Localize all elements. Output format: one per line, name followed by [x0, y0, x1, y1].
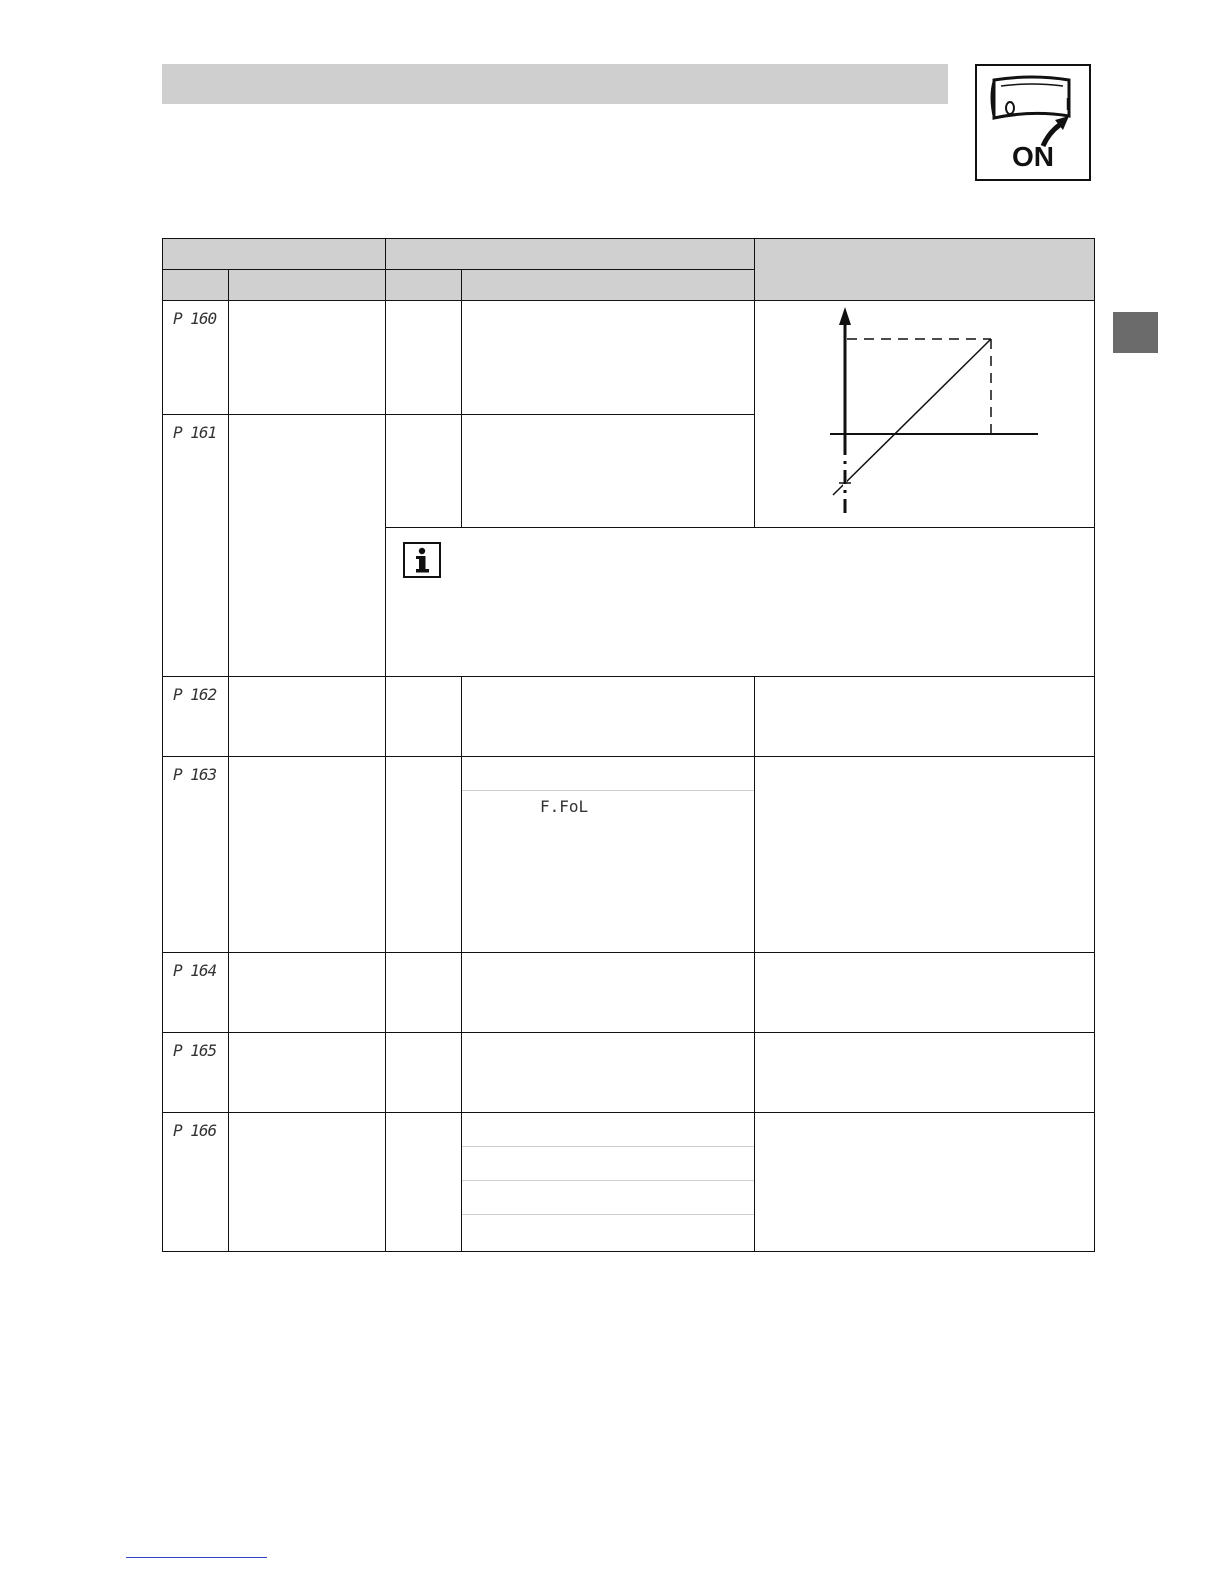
param-value-cell [386, 757, 462, 953]
option-row [462, 1147, 754, 1181]
param-description-cell [462, 1033, 755, 1113]
param-code-cell [163, 1033, 229, 1113]
param-value-cell [386, 415, 462, 528]
power-switch-label: ON [1012, 141, 1054, 172]
param-code-cell [163, 757, 229, 953]
option-row [462, 1215, 754, 1249]
param-description-cell [462, 301, 755, 415]
option-value-ffol: F.FoL [540, 797, 589, 816]
table-row [163, 1033, 1095, 1113]
option-row [462, 757, 754, 791]
param-name-cell [229, 1033, 386, 1113]
param-code-cell [163, 415, 229, 677]
param-description-cell [462, 677, 755, 757]
table-row [163, 301, 1095, 415]
param-notes-cell [755, 677, 1095, 757]
param-code: P 162 [173, 685, 217, 704]
param-code: P 161 [173, 423, 217, 442]
table-row [163, 757, 1095, 953]
param-options-cell [462, 757, 755, 953]
param-name-cell [229, 677, 386, 757]
table-row [163, 953, 1095, 1033]
param-notes-cell [755, 953, 1095, 1033]
table-row [163, 1113, 1095, 1252]
graph-characteristic-line [833, 339, 991, 495]
scaling-graph [755, 301, 1095, 527]
param-code-cell [163, 953, 229, 1033]
param-options-cell [462, 1113, 755, 1252]
graph-y-axis-arrow [839, 307, 851, 325]
param-name-cell [229, 757, 386, 953]
param-value-cell [386, 1033, 462, 1113]
chapter-tab [1113, 312, 1158, 353]
scaling-graph-cell [755, 301, 1095, 528]
header-description [462, 270, 755, 301]
header-setting [386, 239, 755, 270]
param-notes-cell [755, 1113, 1095, 1252]
param-value-cell [386, 677, 462, 757]
header-notes [755, 239, 1095, 301]
param-code: P 160 [173, 309, 217, 328]
param-notes-cell [755, 1033, 1095, 1113]
header-parameter [163, 239, 386, 270]
option-row [462, 791, 754, 825]
param-name-cell [229, 953, 386, 1033]
param-code-cell [163, 301, 229, 415]
param-value-cell [386, 953, 462, 1033]
info-note-cell [386, 528, 1095, 677]
power-switch-icon [975, 64, 1091, 181]
param-code-cell [163, 1113, 229, 1252]
option-row [462, 1113, 754, 1147]
param-description-cell [462, 953, 755, 1033]
header-name [229, 270, 386, 301]
param-code: P 163 [173, 765, 217, 784]
footer-link-underline[interactable] [126, 1557, 267, 1558]
header-value [386, 270, 462, 301]
param-code: P 166 [173, 1121, 217, 1140]
param-notes-cell [755, 757, 1095, 953]
parameter-table [162, 238, 1095, 1252]
param-name-cell [229, 301, 386, 415]
section-header-bar [162, 64, 948, 104]
param-name-cell [229, 415, 386, 677]
param-value-cell [386, 301, 462, 415]
table-row [163, 677, 1095, 757]
info-icon [403, 542, 441, 578]
param-code: P 165 [173, 1041, 217, 1060]
param-code-cell [163, 677, 229, 757]
param-name-cell [229, 1113, 386, 1252]
param-code: P 164 [173, 961, 217, 980]
param-description-cell [462, 415, 755, 528]
header-code [163, 270, 229, 301]
param-value-cell [386, 1113, 462, 1252]
option-row [462, 1181, 754, 1215]
